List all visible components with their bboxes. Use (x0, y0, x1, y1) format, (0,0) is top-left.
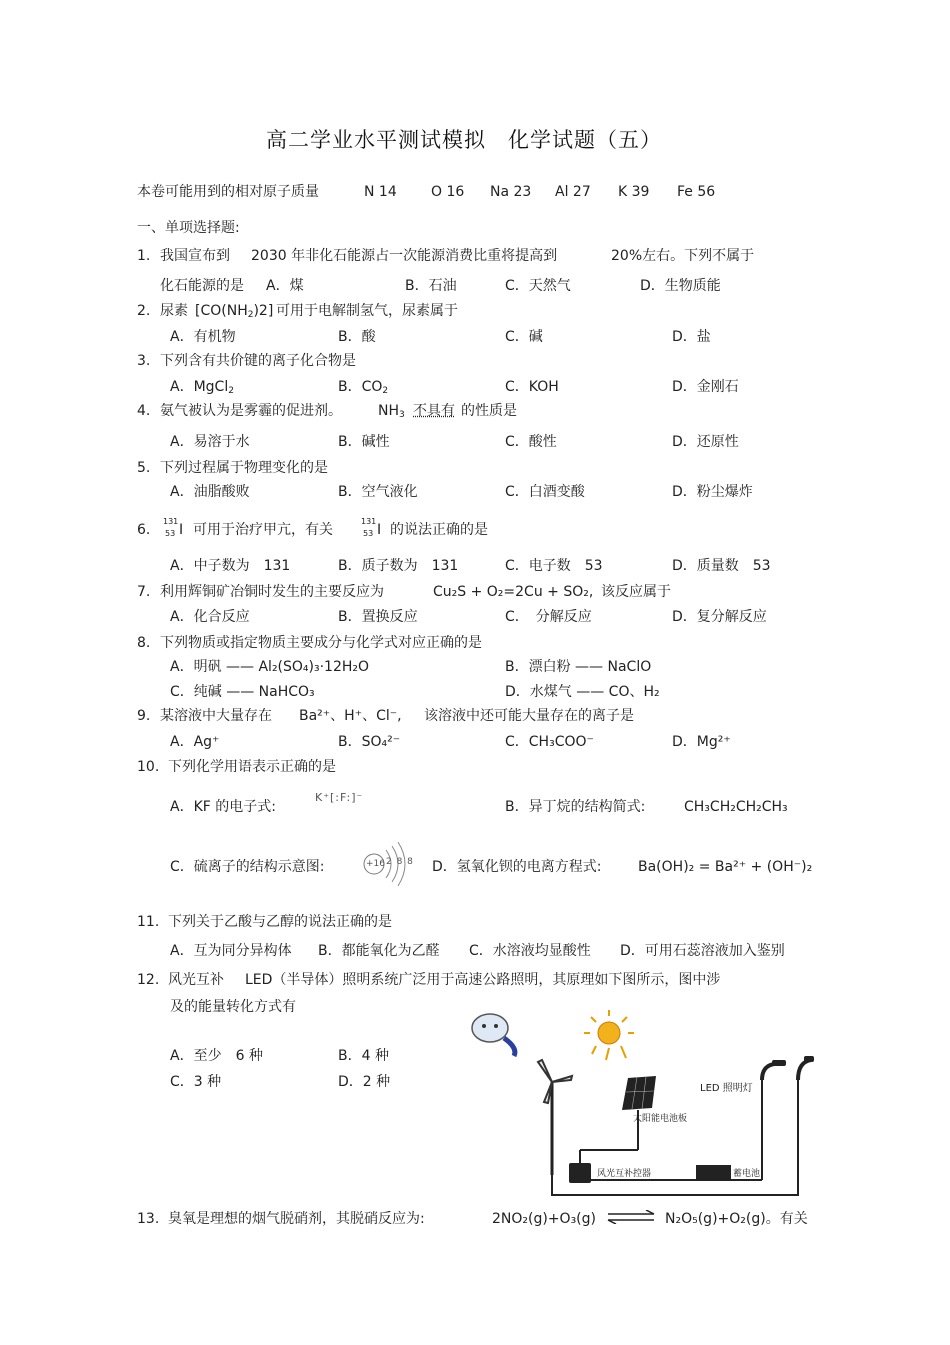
q12-number: 12. (137, 972, 160, 988)
diagram-label-panel: 太阳能电池板 (633, 1114, 688, 1124)
q13-number: 13. (137, 1211, 160, 1227)
q9-option-d: D．Mg²⁺ (672, 734, 731, 750)
q1-option-b: B．石油 (405, 278, 457, 294)
q8-number: 8. (137, 635, 151, 651)
diagram-label-led: LED 照明灯 (700, 1083, 753, 1094)
q8-option-b: B．漂白粉 —— NaClO (505, 659, 652, 675)
q12-text-c: 及的能量转化方式有 (170, 999, 296, 1015)
q7-reaction: Cu₂S + O₂=2Cu + SO₂, (433, 584, 594, 600)
q7-text-b: 该反应属于 (601, 584, 671, 600)
q13-products: N₂O₅(g)+O₂(g)。有关 (665, 1211, 808, 1227)
q5-option-c: C．白酒变酸 (505, 484, 585, 500)
q4-nh3: $NH_3$ (378, 403, 405, 420)
q12-option-b: B．4 种 (338, 1048, 389, 1064)
q3-number: 3. (137, 353, 151, 369)
q7-option-d: D．复分解反应 (672, 609, 767, 625)
q5-option-a: A．油脂酸败 (170, 484, 250, 500)
q2-formula: $[CO(NH_2)2]$ (195, 303, 274, 320)
q10-text: 下列化学用语表示正确的是 (168, 759, 336, 775)
q5-option-b: B．空气液化 (338, 484, 418, 500)
q4-option-b: B．碱性 (338, 434, 390, 450)
q4-text-b: 不具有 (413, 403, 455, 419)
q2-option-b: B．酸 (338, 329, 376, 345)
q1-text-d: 化石能源的是 (160, 278, 244, 294)
q10-option-d: D．氢氧化钡的电离方程式: (432, 859, 602, 875)
atomic-mass-label: 本卷可能用到的相对原子质量 (137, 184, 319, 200)
q7-number: 7. (137, 584, 151, 600)
q1-option-c: C．天然气 (505, 278, 571, 294)
q11-option-c: C．水溶液均显酸性 (469, 943, 591, 959)
q9-option-a: A．Ag⁺ (170, 734, 220, 750)
q6-option-a: A．中子数为 131 (170, 558, 291, 574)
kf-electron-formula: K⁺[:F:]⁻ (315, 791, 364, 804)
sulfide-ion-nucleus: +16 (366, 859, 385, 869)
q11-number: 11. (137, 914, 160, 930)
q9-ions: Ba²⁺、H⁺、Cl⁻, (299, 708, 402, 724)
q3-option-a: A．MgCl$_2$ (170, 379, 234, 396)
section-heading: 一、单项选择题: (137, 220, 240, 236)
q11-option-a: A．互为同分异构体 (170, 943, 292, 959)
q8-option-d: D．水煤气 —— CO、H₂ (505, 684, 660, 700)
q11-option-d: D．可用石蕊溶液加入鉴别 (620, 943, 785, 959)
q6-option-c: C．电子数 53 (505, 558, 603, 574)
atomic-mass-fe: Fe 56 (677, 184, 716, 200)
q8-option-a: A．明矾 —— Al₂(SO₄)₃·12H₂O (170, 659, 370, 675)
q11-text: 下列关于乙酸与乙醇的说法正确的是 (168, 914, 392, 930)
q7-option-b: B．置换反应 (338, 609, 418, 625)
q1-number: 1. (137, 248, 151, 264)
q4-option-c: C．酸性 (505, 434, 557, 450)
q3-text: 下列含有共价键的离子化合物是 (160, 353, 356, 369)
q6-isotope-1: 131 53 I (163, 517, 184, 538)
diagram-label-battery: 蓄电池 (733, 1169, 761, 1179)
q2-option-c: C．碱 (505, 329, 543, 345)
q4-text-a: 氨气被认为是雾霾的促进剂。 (160, 403, 342, 419)
equilibrium-arrow-icon (606, 1210, 656, 1224)
q8-option-c: C．纯碱 —— NaHCO₃ (170, 684, 315, 700)
q10-number: 10. (137, 759, 160, 775)
q12-text-a: 风光互补 (168, 972, 224, 988)
q12-option-c: C．3 种 (170, 1074, 222, 1090)
q13-text: 臭氧是理想的烟气脱硝剂，其脱硝反应为: (168, 1211, 425, 1227)
q9-text-a: 某溶液中大量存在 (160, 708, 272, 724)
q3-option-b: B．$CO_2$ (338, 379, 389, 396)
atomic-mass-al: Al 27 (555, 184, 591, 200)
q10-option-b: B．异丁烷的结构简式: (505, 799, 646, 815)
q11-option-b: B．都能氧化为乙醛 (318, 943, 440, 959)
q6-text-b: 的说法正确的是 (390, 522, 488, 538)
atomic-mass-o: O 16 (431, 184, 465, 200)
q2-text-b: 可用于电解制氢气，尿素属于 (276, 303, 458, 319)
q13-reactants: 2NO₂(g)+O₃(g) (492, 1211, 596, 1227)
q4-text-c: 的性质是 (461, 403, 517, 419)
q6-number: 6. (137, 522, 151, 538)
q8-text: 下列物质或指定物质主要成分与化学式对应正确的是 (160, 635, 482, 651)
q9-option-b: B．SO₄²⁻ (338, 734, 401, 750)
page-title: 高二学业水平测试模拟 化学试题（五） (266, 128, 662, 152)
q7-text-a: 利用辉铜矿冶铜时发生的主要反应为 (160, 584, 384, 600)
q1-text-a: 我国宣布到 (160, 248, 230, 264)
atomic-mass-n: N 14 (364, 184, 397, 200)
atomic-mass-na: Na 23 (490, 184, 532, 200)
sulfide-ion-shells: 2 8 8 (386, 857, 414, 867)
q3-option-c: C．KOH (505, 379, 559, 395)
q10-option-d-formula: Ba(OH)₂ = Ba²⁺ + (OH⁻)₂ (638, 859, 813, 875)
q9-option-c: C．CH₃COO⁻ (505, 734, 594, 750)
q4-option-d: D．还原性 (672, 434, 739, 450)
q1-text-c: 20%左右。下列不属于 (611, 248, 755, 264)
q1-text-b: 2030 年非化石能源占一次能源消费比重将提高到 (251, 248, 558, 264)
q6-text-a: 可用于治疗甲亢，有关 (193, 522, 333, 538)
q6-option-d: D．质量数 53 (672, 558, 771, 574)
q2-text-a: 尿素 (160, 303, 188, 319)
q2-number: 2. (137, 303, 151, 319)
q10-option-a: A．KF 的电子式: (170, 799, 276, 815)
q9-number: 9. (137, 708, 151, 724)
q6-option-b: B．质子数为 131 (338, 558, 459, 574)
q5-number: 5. (137, 460, 151, 476)
q10-option-c: C．硫离子的结构示意图: (170, 859, 325, 875)
q7-option-c: C． 分解反应 (505, 609, 592, 625)
q9-text-b: 该溶液中还可能大量存在的离子是 (424, 708, 634, 724)
q7-option-a: A．化合反应 (170, 609, 250, 625)
q1-option-a: A．煤 (266, 278, 304, 294)
q12-option-d: D．2 种 (338, 1074, 391, 1090)
q5-text: 下列过程属于物理变化的是 (160, 460, 328, 476)
q1-option-d: D．生物质能 (640, 278, 721, 294)
q4-option-a: A．易溶于水 (170, 434, 250, 450)
diagram-label-controller: 风光互补控器 (597, 1169, 652, 1179)
q10-option-b-formula: CH₃CH₂CH₂CH₃ (684, 799, 788, 815)
q3-option-d: D．金刚石 (672, 379, 739, 395)
q4-number: 4. (137, 403, 151, 419)
q12-option-a: A．至少 6 种 (170, 1048, 263, 1064)
q2-option-a: A．有机物 (170, 329, 236, 345)
q5-option-d: D．粉尘爆炸 (672, 484, 753, 500)
q6-isotope-2: 131 53 I (361, 517, 382, 538)
q12-text-b: LED（半导体）照明系统广泛用于高速公路照明，其原理如下图所示，图中涉 (245, 972, 721, 988)
atomic-mass-k: K 39 (618, 184, 650, 200)
q2-option-d: D．盐 (672, 329, 711, 345)
